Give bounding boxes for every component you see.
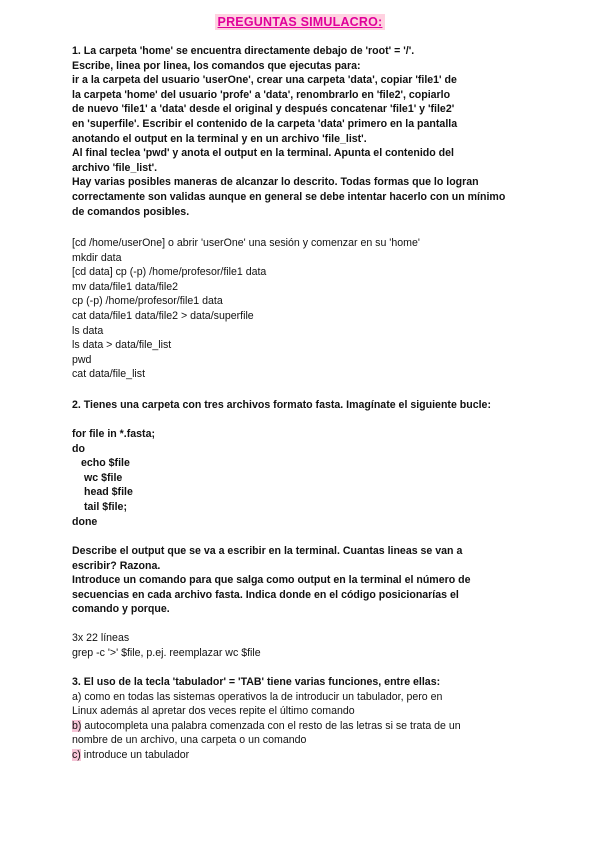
code-line: done — [72, 515, 98, 528]
answer-2-line: grep -c '>' $file, p.ej. reemplazar wc $file — [72, 646, 261, 659]
q2-line: comando y porque. — [72, 603, 170, 616]
q1-line: 1. La carpeta 'home' se encuentra directamente debajo de 'root' = '/'. — [72, 45, 415, 57]
q2-line: escribir? Razona. — [72, 559, 161, 572]
q1-line: anotando el output en la terminal y en un archivo 'file_list'. — [72, 132, 367, 145]
question-3 — [72, 675, 542, 763]
q1-line: de comandos posibles. — [72, 205, 190, 218]
code-line: do — [72, 442, 85, 455]
code-line: tail $file; — [84, 500, 127, 513]
q1-line: la carpeta 'home' del usuario 'profe' a 'data', renombrarlo en 'file2', copiarlo — [72, 88, 451, 101]
option-b-text: autocompleta una palabra comenzada con el resto de las letras si se trata de un — [81, 719, 461, 732]
answer-1-line: ls data > data/file_list — [72, 339, 172, 352]
code-line: echo $file — [81, 457, 130, 470]
answer-1-line: [cd data] cp (-p) /home/profesor/file1 data — [72, 266, 267, 279]
q3-heading: 3. El uso de la tecla 'tabulador' = 'TAB' tiene varias funciones, entre ellas: — [72, 676, 441, 688]
answer-1-line: mv data/file1 data/file2 — [72, 280, 178, 293]
q1-line: correctamente son validas aunque en general se debe intentar hacerlo con un mínimo — [72, 190, 506, 203]
answer-1-line: cat data/file1 data/file2 > data/superfile — [72, 309, 254, 322]
option-a-line: a) como en todas las sistemas operativos la de introducir un tabulador, pero en — [72, 690, 443, 703]
option-b-continued: nombre de un archivo, una carpeta o un comando — [72, 734, 307, 747]
answer-1-line: cat data/file_list — [72, 368, 146, 381]
q2-line: Introduce un comando para que salga como output en la terminal el número de — [72, 574, 471, 587]
option-b — [72, 719, 542, 734]
answer-1 — [72, 236, 542, 382]
answer-1-line: pwd — [72, 353, 92, 366]
answer-1-line: cp (-p) /home/profesor/file1 data — [72, 295, 223, 308]
option-c-text: introduce un tabulador — [80, 748, 190, 761]
answer-1-line: [cd /home/userOne] o abrir 'userOne' una sesión y comenzar en su 'home' — [72, 237, 420, 249]
option-c-marker: c) — [72, 748, 81, 761]
question-1 — [72, 44, 542, 219]
q1-line: de nuevo 'file1' a 'data' desde el original y después concatenar 'file1' y 'file2' — [72, 103, 455, 116]
q1-line: Escribe, linea por linea, los comandos que ejecutas para: — [72, 59, 361, 72]
question-2-heading — [72, 398, 542, 413]
q1-line: en 'superfile'. Escribir el contenido de la carpeta 'data' primero en la pantalla — [72, 117, 458, 130]
q2-line: secuencias en cada archivo fasta. Indica donde en el código posicionarías el — [72, 588, 459, 601]
option-c — [72, 748, 542, 763]
title-wrap — [0, 13, 600, 31]
answer-2 — [72, 631, 542, 660]
code-line: wc $file — [84, 471, 123, 484]
q1-line: ir a la carpeta del usuario 'userOne', crear una carpeta 'data', copiar 'file1' de — [72, 74, 457, 87]
answer-2-line: 3x 22 líneas — [72, 632, 130, 644]
option-a-line: Linux además al apretar dos veces repite el último comando — [72, 705, 355, 718]
page-title: PREGUNTAS SIMULACRO: — [215, 14, 386, 30]
q2-heading: 2. Tienes una carpeta con tres archivos formato fasta. Imagínate el siguiente bucle: — [72, 399, 491, 411]
code-block — [72, 427, 542, 529]
code-line: for file in *.fasta; — [72, 428, 155, 440]
answer-1-line: ls data — [72, 324, 104, 337]
question-2-body — [72, 544, 542, 617]
q1-line: Al final teclea 'pwd' y anota el output en la terminal. Apunta el contenido del — [72, 147, 454, 160]
q2-line: Describe el output que se va a escribir en la terminal. Cuantas lineas se van a — [72, 545, 463, 557]
q1-line: Hay varias posibles maneras de alcanzar lo descrito. Todas formas que lo logran — [72, 176, 479, 189]
answer-1-line: mkdir data — [72, 251, 122, 264]
option-b-marker: b) — [72, 719, 82, 732]
q1-line: archivo 'file_list'. — [72, 161, 158, 174]
code-line: head $file — [84, 486, 133, 499]
